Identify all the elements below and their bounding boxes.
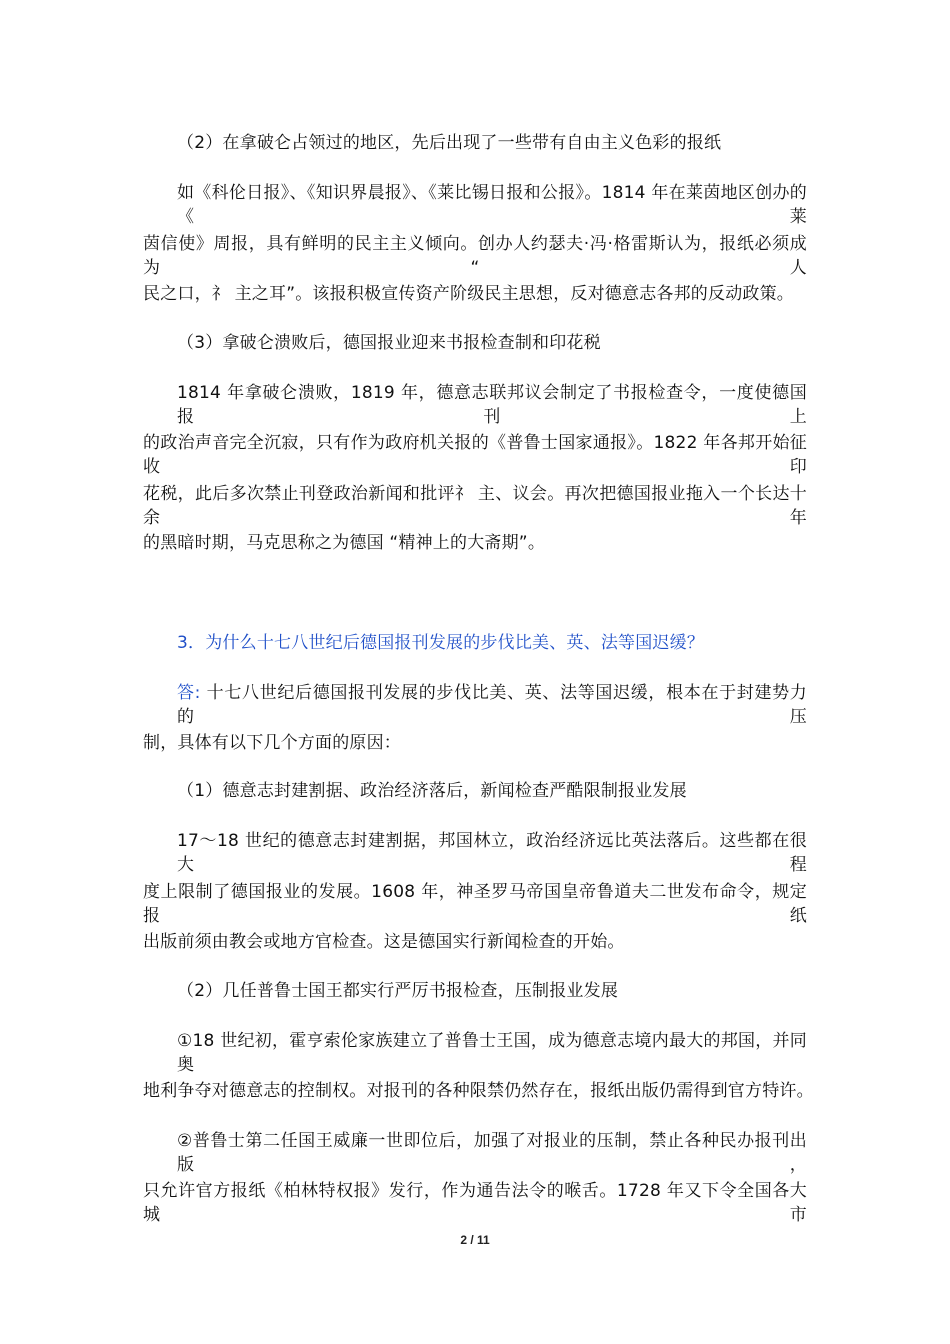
paragraph-line: 只允许官方报纸《柏林特权报》发行，作为通告法令的喉舌。1728 年又下令全国各大城市 [143, 1181, 807, 1225]
subheading-2: （2）在拿破仑占领过的地区，先后出现了一些带有自由主义色彩的报纸 [177, 133, 722, 153]
question-heading: 3．为什么十七八世纪后德国报刊发展的步伐比美、英、法等国迟缓？ [177, 633, 705, 653]
paragraph-line: ②普鲁士第二任国王威廉一世即位后，加强了对报业的压制，禁止各种民办报刊出版， [177, 1131, 807, 1175]
page-number: 2 / 11 [460, 1233, 490, 1247]
subheading-1: （1）德意志封建割据、政治经济落后，新闻检查严酷限制报业发展 [177, 781, 687, 801]
paragraph-line: 民之口，礻 主之耳”。该报积极宣传资产阶级民主思想，反对德意志各邦的反动政策。 [143, 284, 795, 304]
answer-text: 十七八世纪后德国报刊发展的步伐比美、英、法等国迟缓，根本在于封建势力的压 [177, 683, 807, 727]
paragraph-line: 17～18 世纪的德意志封建割据，邦国林立，政治经济远比英法落后。这些都在很大程 [177, 831, 807, 875]
paragraph-line: 的黑暗时期，马克思称之为德国 “精神上的大斋期”。 [143, 533, 546, 553]
paragraph-line: 如《科伦日报》、《知识界晨报》、《莱比锡日报和公报》。1814 年在莱茵地区创办的《莱 [177, 183, 807, 227]
paragraph-line: 茵信使》周报，具有鲜明的民主主义倾向。创办人约瑟夫·冯·格雷斯认为，报纸必须成为“人 [143, 234, 807, 278]
subheading-2b: （2）几任普鲁士国王都实行严厉书报检查，压制报业发展 [177, 981, 619, 1001]
answer-line [177, 681, 807, 727]
paragraph-line: 出版前须由教会或地方官检查。这是德国实行新闻检查的开始。 [143, 932, 625, 952]
paragraph-line: 地利争夺对德意志的控制权。对报刊的各种限禁仍然存在，报纸出版仍需得到官方特许。 [143, 1081, 814, 1101]
answer-label: 答: [177, 683, 201, 703]
subheading-3: （3）拿破仑溃败后，德国报业迎来书报检查制和印花税 [177, 333, 601, 353]
paragraph-line: 的政治声音完全沉寂，只有作为政府机关报的《普鲁士国家通报》。1822 年各邦开始征收印 [143, 433, 807, 477]
paragraph-line: 度上限制了德国报业的发展。1608 年，神圣罗马帝国皇帝鲁道夫二世发布命令，规定报纸 [143, 882, 807, 926]
paragraph-line: 1814 年拿破仑溃败，1819 年，德意志联邦议会制定了书报检查令，一度使德国报刊上 [177, 383, 807, 427]
paragraph-line: 花税，此后多次禁止刊登政治新闻和批评礻 主、议会。再次把德国报业拖入一个长达十余年 [143, 484, 807, 528]
paragraph-line: 制，具体有以下几个方面的原因： [143, 733, 401, 753]
paragraph-line: ①18 世纪初，霍亨索伦家族建立了普鲁士王国，成为德意志境内最大的邦国，并同奥 [177, 1031, 807, 1075]
